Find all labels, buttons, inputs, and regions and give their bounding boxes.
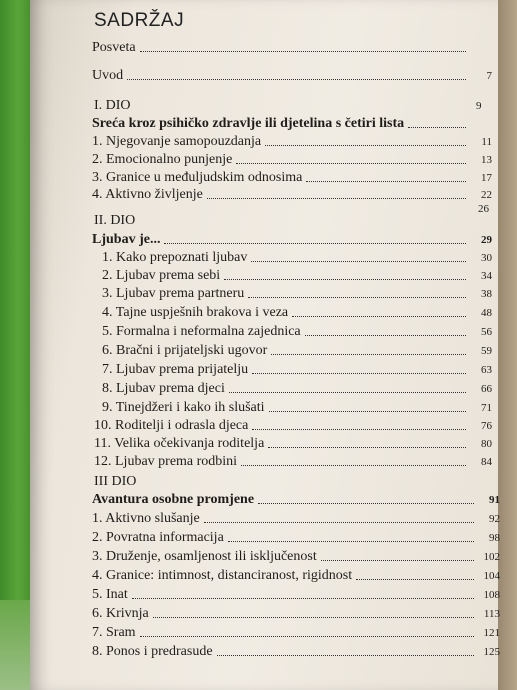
entry-page: 91 <box>489 494 500 506</box>
leader-dots <box>408 126 466 128</box>
entry-page: 92 <box>489 513 500 525</box>
toc-entry <box>92 150 492 168</box>
entry-label: 5. Formalna i neformalna zajednica <box>102 324 301 339</box>
entry-label: Uvod <box>92 68 124 83</box>
entry-page: 84 <box>481 456 492 468</box>
entry-label: 2. Ljubav prema sebi <box>102 268 221 283</box>
entry-page: 22 <box>481 189 492 201</box>
entry-label: 12. Ljubav prema rodbini <box>94 454 238 469</box>
leader-dots <box>356 578 474 580</box>
leader-dots <box>236 162 466 164</box>
leader-dots <box>132 597 474 599</box>
leader-dots <box>292 315 466 317</box>
leader-dots <box>269 410 466 412</box>
entry-label: 6. Krivnja <box>92 606 149 621</box>
part-subtitle <box>92 490 500 508</box>
toc-entry <box>92 604 500 622</box>
toc-entry <box>102 398 492 416</box>
leader-dots <box>248 296 466 298</box>
subtitle-text: Sreća kroz psihičko zdravlje ili djetelina s četiri lista <box>92 116 405 131</box>
subtitle-text: Ljubav je... <box>92 232 161 247</box>
entry-page: 30 <box>481 252 492 264</box>
leader-dots <box>204 521 474 523</box>
leader-dots <box>241 464 466 466</box>
leader-dots <box>252 428 466 430</box>
entry-label: 9. Tinejdžeri i kako ih slušati <box>102 400 265 415</box>
entry-label: 3. Granice u međuljudskim odnosima <box>92 170 303 185</box>
entry-page: 104 <box>483 570 500 582</box>
entry-page: 66 <box>481 383 492 395</box>
entry-label: 6. Bračni i prijateljski ugovor <box>102 343 268 358</box>
leader-dots <box>305 334 466 336</box>
toc-entry <box>92 168 492 186</box>
entry-label: 8. Ponos i predrasude <box>92 644 213 659</box>
toc-entry <box>102 303 492 321</box>
entry-page: 17 <box>481 172 492 184</box>
leader-dots <box>268 446 466 448</box>
entry-label: 11. Velika očekivanja roditelja <box>94 436 265 451</box>
entry-label: 7. Ljubav prema prijatelju <box>102 362 249 377</box>
toc-entry <box>92 528 500 546</box>
toc-entry <box>92 642 500 660</box>
toc-entry <box>94 416 492 434</box>
leader-dots <box>140 635 474 637</box>
part-subtitle <box>92 230 492 248</box>
toc-entry <box>102 266 492 284</box>
entry-page: 108 <box>483 589 500 601</box>
entry-label: 1. Kako prepoznati ljubav <box>102 250 248 265</box>
entry-page: 102 <box>483 551 500 563</box>
entry-page: 7 <box>486 70 492 82</box>
leader-dots <box>140 50 466 52</box>
leader-dots <box>127 78 466 80</box>
toc-entry <box>102 379 492 397</box>
toc-entry <box>102 248 492 266</box>
entry-page: 76 <box>481 420 492 432</box>
entry-page: 63 <box>481 364 492 376</box>
entry-page: 48 <box>481 307 492 319</box>
toc-entry <box>92 623 500 641</box>
toc-entry <box>102 341 492 359</box>
leader-dots <box>321 559 474 561</box>
leader-dots <box>251 260 466 262</box>
subtitle-text: Avantura osobne promjene <box>92 492 255 507</box>
entry-page: 121 <box>483 627 500 639</box>
toc-entry <box>102 322 492 340</box>
leader-dots <box>271 353 466 355</box>
entry-page: 56 <box>481 326 492 338</box>
leader-dots <box>224 278 466 280</box>
entry-label: 7. Sram <box>92 625 136 640</box>
toc-entry-uvod <box>92 66 492 84</box>
entry-page: 98 <box>489 532 500 544</box>
entry-label: 4. Granice: intimnost, distanciranost, rigidnost <box>92 568 353 583</box>
entry-label: 2. Povratna informacija <box>92 530 224 545</box>
toc-entry <box>102 284 492 302</box>
leader-dots <box>229 391 466 393</box>
entry-page: 80 <box>481 438 492 450</box>
entry-page: 13 <box>481 154 492 166</box>
entry-label: 1. Aktivno slušanje <box>92 511 200 526</box>
entry-label: 4. Tajne uspješnih brakova i veza <box>102 305 289 320</box>
entry-page: 29 <box>481 234 492 246</box>
entry-page: 125 <box>483 646 500 658</box>
leader-dots <box>164 242 466 244</box>
leader-dots <box>217 654 474 656</box>
entry-page: 34 <box>481 270 492 282</box>
part-subtitle <box>92 114 492 132</box>
entry-page: 59 <box>481 345 492 357</box>
leader-dots <box>228 540 474 542</box>
entry-label: 5. Inat <box>92 587 128 602</box>
entry-page: 11 <box>481 136 492 148</box>
entry-page: 9 <box>476 100 482 112</box>
entry-label: 3. Ljubav prema partneru <box>102 286 245 301</box>
leader-dots <box>207 197 466 199</box>
book-spine <box>0 0 30 600</box>
entry-page: 71 <box>481 402 492 414</box>
toc-entry <box>92 185 492 203</box>
leader-dots <box>306 180 466 182</box>
entry-label: 8. Ljubav prema djeci <box>102 381 225 396</box>
part-heading: III DIO <box>94 474 137 489</box>
leader-dots <box>265 144 466 146</box>
toc-entry <box>92 132 492 150</box>
toc-entry <box>92 547 500 565</box>
entry-page: 113 <box>483 608 500 620</box>
contents-page <box>30 0 498 690</box>
toc-entry <box>94 434 492 452</box>
entry-label: Posveta <box>92 40 136 55</box>
leader-dots <box>153 616 474 618</box>
toc-entry <box>92 566 500 584</box>
entry-page: 38 <box>481 288 492 300</box>
page-title: SADRŽAJ <box>94 10 185 31</box>
toc-entry-posveta <box>92 38 492 56</box>
entry-label: 1. Njegovanje samopouzdanja <box>92 134 262 149</box>
entry-label: 4. Aktivno življenje <box>92 187 203 202</box>
leader-dots <box>252 372 466 374</box>
entry-label: 10. Roditelji i odrasla djeca <box>94 418 249 433</box>
toc-entry <box>92 509 500 527</box>
entry-label: 2. Emocionalno punjenje <box>92 152 233 167</box>
toc-entry <box>92 585 500 603</box>
part-heading: II. DIO <box>94 213 136 228</box>
entry-label: 3. Druženje, osamljenost ili isključenost <box>92 549 317 564</box>
entry-page: 26 <box>478 203 489 215</box>
toc-entry <box>102 360 492 378</box>
toc-entry <box>94 452 492 470</box>
leader-dots <box>258 502 474 504</box>
part-heading: I. DIO <box>94 98 131 113</box>
